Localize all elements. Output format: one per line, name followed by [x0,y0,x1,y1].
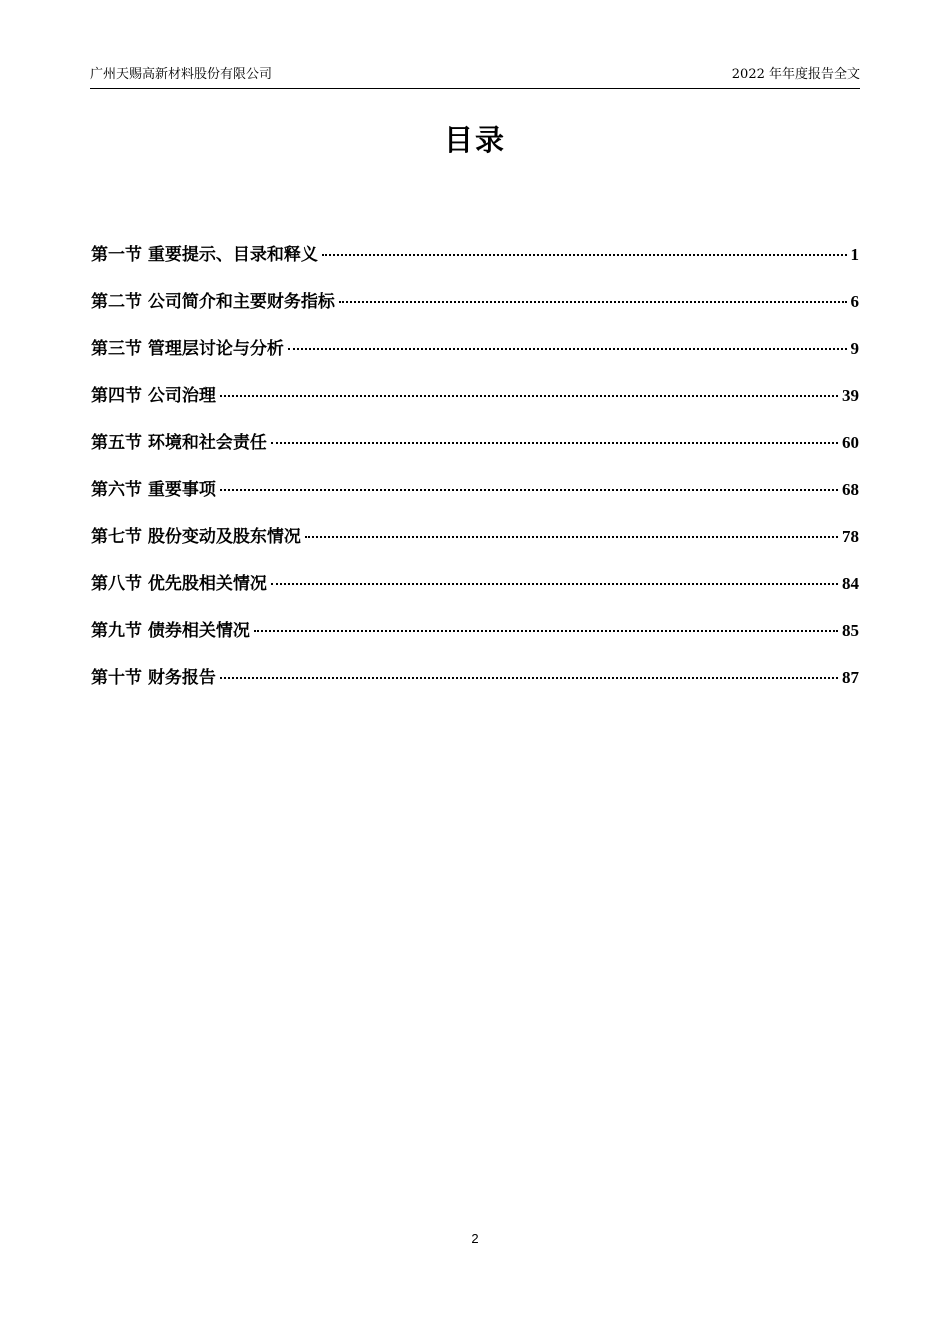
table-of-contents [91,240,859,710]
toc-item-label: 第五节 环境和社会责任 [91,433,267,453]
toc-item-page: 84 [842,574,859,593]
page-title: 目录 [443,123,506,157]
toc-item-page: 85 [842,621,859,640]
toc-item-label: 第一节 重要提示、目录和释义 [91,245,318,265]
toc-item-label: 第六节 重要事项 [91,480,216,500]
toc-item[interactable] [91,663,859,710]
toc-item-page: 87 [842,668,859,687]
toc-item[interactable] [91,287,859,334]
toc-item-page: 39 [842,386,859,405]
page-header [90,66,860,89]
toc-leader-dots [271,583,838,585]
toc-item[interactable] [91,428,859,475]
toc-leader-dots [220,677,838,679]
toc-item[interactable] [91,569,859,616]
toc-item-page: 60 [842,433,859,452]
toc-item-label: 第八节 优先股相关情况 [91,574,267,594]
toc-item-page: 78 [842,527,859,546]
toc-item[interactable] [91,240,859,287]
toc-leader-dots [288,348,847,350]
toc-leader-dots [305,536,838,538]
toc-leader-dots [220,489,838,491]
toc-item-page: 1 [850,245,859,264]
toc-item-page: 6 [850,292,859,311]
toc-item[interactable] [91,334,859,381]
toc-item[interactable] [91,522,859,569]
toc-item-label: 第四节 公司治理 [91,386,216,406]
toc-item[interactable] [91,475,859,522]
toc-leader-dots [254,630,838,632]
toc-item-label: 第三节 管理层讨论与分析 [91,339,284,359]
toc-item-page: 9 [850,339,859,358]
page-number: 2 [471,1231,479,1246]
toc-item-label: 第二节 公司简介和主要财务指标 [91,292,335,312]
toc-leader-dots [322,254,847,256]
toc-leader-dots [339,301,847,303]
toc-item-label: 第九节 债券相关情况 [91,621,250,641]
report-title: 2022 年年度报告全文 [731,67,860,82]
toc-item-label: 第七节 股份变动及股东情况 [91,527,301,547]
toc-leader-dots [220,395,838,397]
toc-item[interactable] [91,616,859,663]
toc-leader-dots [271,442,838,444]
company-name: 广州天赐高新材料股份有限公司 [90,67,273,82]
toc-item-label: 第十节 财务报告 [91,668,216,688]
toc-item-page: 68 [842,480,859,499]
toc-item[interactable] [91,381,859,428]
